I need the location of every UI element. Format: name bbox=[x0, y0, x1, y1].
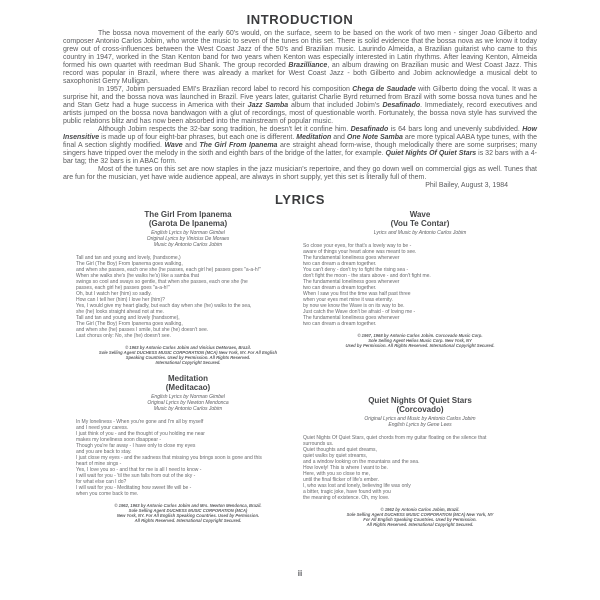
lyric-line: and I need your caress. bbox=[76, 425, 129, 431]
lyric-line: don't fight the moon - the stars above - and don't fight me. bbox=[303, 273, 431, 279]
lyrics-columns bbox=[63, 210, 537, 527]
song-credits bbox=[303, 230, 537, 236]
song-title-reference: Desafinado bbox=[382, 102, 421, 109]
lyric-line: The Girl (The Boy) From Ipanema goes walking, bbox=[76, 321, 183, 327]
intro-paragraph bbox=[63, 30, 537, 86]
intro-text: is made up of four eight-bar phrases, but each one is different. bbox=[99, 134, 297, 141]
song-copyright-notice bbox=[76, 345, 300, 365]
song-credit-line: English Lyrics by Norman Gimbel bbox=[151, 230, 225, 236]
lyric-line: Tall and tan and young and lovely, (handsome,) bbox=[76, 255, 181, 261]
lyric-line: Though you're far away - I have only to close my eyes bbox=[76, 443, 196, 449]
song-credit-line: Lyrics and Music by Antonio Carlos Jobim bbox=[373, 230, 467, 236]
song-credits bbox=[303, 416, 537, 428]
lyric-line: two can dream a dream together. bbox=[303, 321, 377, 327]
copyright-line: Sole Selling Agent DUCHESS MUSIC CORPORATION (MCA) New York, NY. For All English bbox=[98, 350, 278, 355]
intro-text: Most of the tunes on this set are now staples in the jazz musician's repertoire, and they go down well on commercial gigs as well. Tunes that are fun for the musician, yet have wide audience appeal, are always in short supply, yet this set is literally full of them. bbox=[63, 166, 537, 181]
copyright-line: Sole Selling Agent Helios Music Corp. New York, NY bbox=[368, 338, 472, 343]
intro-text: Although Jobim respects the 32-bar song tradition, he doesn't let it confine him. bbox=[98, 126, 351, 133]
song-section bbox=[303, 210, 537, 348]
lyric-line: two can dream a dream together. bbox=[303, 285, 377, 291]
song-copyright-notice bbox=[303, 507, 537, 527]
song-title: Meditation bbox=[168, 374, 208, 383]
lyric-line: When I saw you first the time was half past three bbox=[303, 291, 411, 297]
lyric-line: I just close my eyes - and the sadness that missing you brings soon is gone and this bbox=[76, 455, 262, 461]
lyric-line: a bitter, tragic joke, have found with you bbox=[303, 489, 391, 495]
lyric-line: When she walks she's (he walks he's) like a samba that bbox=[76, 273, 200, 279]
song-title: The Girl From Ipanema bbox=[144, 210, 232, 219]
lyric-line: Quiet Nights Of Quiet Stars, quiet chords from my guitar floating on the silence that bbox=[303, 435, 487, 441]
song-credit-line: Original Lyrics by Vinicius De Moraes bbox=[146, 236, 230, 242]
intro-paragraph bbox=[63, 166, 537, 182]
lyric-line: How lovely! This is where I want to be. bbox=[303, 465, 388, 471]
song-credits bbox=[76, 230, 300, 248]
copyright-line: © 1962, 1963 by Antonio Carlos Jobim and Mrs. Newton Mendonca, Brazil. bbox=[114, 503, 262, 508]
intro-text: In 1957, Jobim persuaded EMI's Brazilian record label to record his composition bbox=[98, 86, 353, 93]
lyrics-column-left bbox=[63, 210, 300, 527]
song-title-reference: Chega de Saudade bbox=[352, 86, 416, 93]
intro-text: are straight ahead form-wise, though melodically there are some surprises; many singers have tripped over the melody in the sixth and eighth bars of the bridge of the latter, for example. bbox=[63, 142, 537, 157]
lyric-line: So close your eyes, for that's a lovely way to be - bbox=[303, 243, 412, 249]
intro-text: . Immediately, record executives and artists jumped on the bossa nova bandwagon with a glut of recordings, most of questionable worth. Fortunately, the bossa nova style has survived the public relations blitz and has now been absorbed into the mainstream of popular music. bbox=[63, 102, 537, 125]
lyric-line: aware of things your heart alone was meant to see. bbox=[303, 249, 417, 255]
song-title-reference: Brazilliance bbox=[288, 62, 328, 69]
song-copyright-notice bbox=[76, 503, 300, 523]
intro-text: album that included Jobim's bbox=[288, 102, 383, 109]
copyright-line: All Rights Reserved. International Copyright Secured. bbox=[134, 518, 242, 523]
introduction-section bbox=[63, 12, 537, 190]
lyric-line: and a window looking on the mountains and the sea. bbox=[303, 459, 420, 465]
lyrics-section bbox=[63, 192, 537, 527]
copyright-line: All Rights Reserved. International Copyright Secured. bbox=[366, 522, 474, 527]
song-section bbox=[76, 210, 300, 365]
song-credit-line: Original Lyrics and Music by Antonio Carlos Jobim bbox=[364, 416, 476, 422]
lyric-line: swings so cool and sways so gentle, that when she passes, each one she (he bbox=[76, 279, 248, 285]
lyric-line: two can dream a dream together. bbox=[303, 261, 377, 267]
intro-text: and bbox=[331, 134, 347, 141]
song-title-reference: Jazz Samba bbox=[247, 102, 289, 109]
song-lyrics bbox=[76, 419, 300, 497]
song-title-reference: The Girl From Ipanema bbox=[199, 142, 278, 149]
song-credit-line: Music by Antonio Carlos Jobim bbox=[153, 406, 223, 412]
lyric-line: Last chorus only: No, she (he) doesn't see. bbox=[76, 333, 171, 339]
intro-text: and bbox=[182, 142, 200, 149]
lyric-line: and you are back to stay. bbox=[76, 449, 132, 455]
lyric-line: I, who was lost and lonely, believing life was only bbox=[303, 483, 411, 489]
copyright-line: Sole Selling Agent DUCHESS MUSIC CORPORATION (MCA) New York, NY bbox=[346, 512, 494, 517]
lyric-line: How can I tell her (him) I love her (him)? bbox=[76, 297, 165, 303]
copyright-line: Sole Selling Agent DUCHESS MUSIC CORPORATION (MCA) bbox=[128, 508, 248, 513]
lyric-line: I will wait for you - Meditating how sweet life will be - bbox=[76, 485, 192, 491]
song-title-reference: Desafinado bbox=[350, 126, 389, 133]
intro-paragraph bbox=[63, 86, 537, 126]
lyric-line: and when she (he) passes I smile, but she (he) doesn't see. bbox=[76, 327, 209, 333]
copyright-line: © 1963 by Antonio Carlos Jobim and Vinicius DeMoraes, Brazil. bbox=[125, 345, 251, 350]
copyright-line: Used by Permission. All Rights Reserved. International Copyright Secured. bbox=[345, 343, 495, 348]
song-subtitle: (Meditacao) bbox=[165, 383, 211, 392]
lyric-line: the meaning of existence. Oh, my love. bbox=[303, 495, 390, 501]
lyric-line: Yes, I would give my heart gladly, but each day when she (he) walks to the sea, bbox=[76, 303, 252, 309]
lyric-line: and when she passes, each one she (he passes, each girl he) passes goes "a-a-h!" bbox=[76, 267, 261, 273]
song-subtitle: (Corcovado) bbox=[396, 405, 444, 414]
song-section bbox=[303, 396, 537, 527]
song-title-reference: Meditation bbox=[296, 134, 332, 141]
lyric-line: Quiet thoughts and quiet dreams, bbox=[303, 447, 377, 453]
intro-text: The bossa nova movement of the early 60's would, on the surface, seem to be based on the work of two men - singer Joao Gilberto and composer Antonio Carlos Jobim, who wrote the music to seven of the tunes on this set. There is solid evidence that the bossa nova as we know it today grew out of cross-influences between the West Coast Jazz of the 50's and Brazilian music. Laurindo Almeida, a Brazilian guitarist who came to this country in 1947, worked in the Stan Kenton band for two years when Kenton was especially interested in Latin rhythms. After leaving Kenton, Almeida formed his own quartet with reedman Bud Shank. The group recorded bbox=[63, 30, 537, 69]
song-credits bbox=[76, 394, 300, 412]
page-number: ii bbox=[297, 569, 303, 578]
lyric-line: You can't deny - don't try to fight the rising sea - bbox=[303, 267, 409, 273]
song-title-reference: Wave bbox=[164, 142, 183, 149]
intro-text: , an album drawing on Brazilian music and West Coast Jazz. This record was popular in Brazil, where there was already a market for West Coast Jazz - both Gilberto and Jobim acknowledge a musical debt to saxophonist Gerry Mulligan. bbox=[63, 62, 537, 85]
intro-text: is 32 bars with a 4-bar tag; the 32 bars is in ABAC form. bbox=[63, 150, 537, 165]
copyright-line: Speaking Countries. Used by Permission. All Rights Reserved. bbox=[125, 355, 251, 360]
lyric-line: until the final flicker of life's ember. bbox=[303, 477, 379, 483]
copyright-line: © 1967, 1968 by Antonio Carlos Jobim. Corcovado Music Corp. bbox=[357, 333, 483, 338]
song-section bbox=[76, 374, 300, 523]
lyric-line: Here, with you so close to me, bbox=[303, 471, 370, 477]
lyric-line: when your eyes met mine it was eternity. bbox=[303, 297, 393, 303]
lyric-line: In My loneliness - When you're gone and I'm all by myself bbox=[76, 419, 204, 425]
copyright-line: © 1962 by Antonio Carlos Jobim, Brazil. bbox=[380, 507, 460, 512]
song-lyrics bbox=[303, 243, 537, 327]
lyric-line: I will wait for you - 'til the sun falls from out of the sky - bbox=[76, 473, 196, 479]
song-credit-line: Music by Antonio Carlos Jobim bbox=[153, 242, 223, 248]
author-signature: Phil Bailey, August 3, 1984 bbox=[425, 182, 508, 189]
copyright-line: New York, NY. For All English Speaking Countries. Used by Permission. bbox=[116, 513, 260, 518]
lyric-line: when you come back to me. bbox=[76, 491, 139, 497]
song-credit-line: English Lyrics by Norman Gimbel bbox=[151, 394, 225, 400]
copyright-line: For All English Speaking Countries. Used by Permission. bbox=[363, 517, 477, 522]
lyric-line: Oh, but I watch her (him) so sadly. bbox=[76, 291, 152, 297]
intro-text: with Gilberto doing the vocal. It was a surprise hit, and the bossa nova was launched in Brazil. Five years later, guitarist Charlie Byrd returned from Brazil with some bossa nova tunes and he and Stan Getz had a huge success in America with their bbox=[63, 86, 537, 109]
lyric-line: makes my loneliness soon disappear - bbox=[76, 437, 162, 443]
intro-paragraphs bbox=[63, 30, 537, 182]
song-title-reference: One Note Samba bbox=[346, 134, 403, 141]
lyric-line: Yes, I love you so - and that for me is all I need to know - bbox=[76, 467, 202, 473]
intro-text: are more typical AABA type tunes, with the final A section slightly modified. bbox=[63, 134, 537, 149]
song-lyrics bbox=[76, 255, 300, 339]
lyric-line: quiet walks by quiet streams, bbox=[303, 453, 368, 459]
song-credit-line: English Lyrics by Gene Lees bbox=[388, 422, 452, 428]
introduction-heading: INTRODUCTION bbox=[246, 12, 354, 27]
song-title: Wave bbox=[409, 210, 431, 219]
song-title-reference: Quiet Nights Of Quiet Stars bbox=[385, 150, 477, 157]
intro-paragraph bbox=[63, 126, 537, 166]
lyric-line: I just think of you - and the thought of you holding me near bbox=[76, 431, 205, 437]
copyright-line: International Copyright Secured. bbox=[155, 360, 221, 365]
lyric-line: Tall and tan and young and lovely (handsome), bbox=[76, 315, 180, 321]
lyric-line: for what else can I do? bbox=[76, 479, 127, 485]
lyric-line: Just catch the Wave don't be afraid - of loving me - bbox=[303, 309, 416, 315]
intro-text: is 64 bars long and unevenly subdivided. bbox=[388, 126, 523, 133]
song-credit-line: Original Lyrics by Newton Mendonca bbox=[147, 400, 229, 406]
lyric-line: by now we know the Wave is on its way to be. bbox=[303, 303, 405, 309]
lyric-line: passes, each girl he) passes goes "a-a-h!" bbox=[76, 285, 170, 291]
lyric-line: heart of mine sings - bbox=[76, 461, 122, 467]
song-subtitle: (Garota De Ipanema) bbox=[148, 219, 228, 228]
song-subtitle: (Vou Te Contar) bbox=[390, 219, 450, 228]
lyric-line: The Girl (The Boy) From Ipanema goes walking, bbox=[76, 261, 183, 267]
lyrics-heading: LYRICS bbox=[274, 192, 326, 207]
lyric-line: she (he) looks straight ahead not at me. bbox=[76, 309, 165, 315]
lyric-line: The fundamental loneliness goes whenever bbox=[303, 315, 400, 321]
lyric-line: The fundamental loneliness goes whenever bbox=[303, 255, 400, 261]
song-title: Quiet Nights Of Quiet Stars bbox=[368, 396, 472, 405]
lyric-line: surrounds us. bbox=[303, 441, 334, 447]
lyrics-column-right bbox=[300, 210, 537, 527]
song-copyright-notice bbox=[303, 333, 537, 348]
lyric-line: The fundamental loneliness goes whenever bbox=[303, 279, 400, 285]
song-title-reference: How Insensitive bbox=[63, 126, 537, 141]
song-lyrics bbox=[303, 435, 537, 501]
